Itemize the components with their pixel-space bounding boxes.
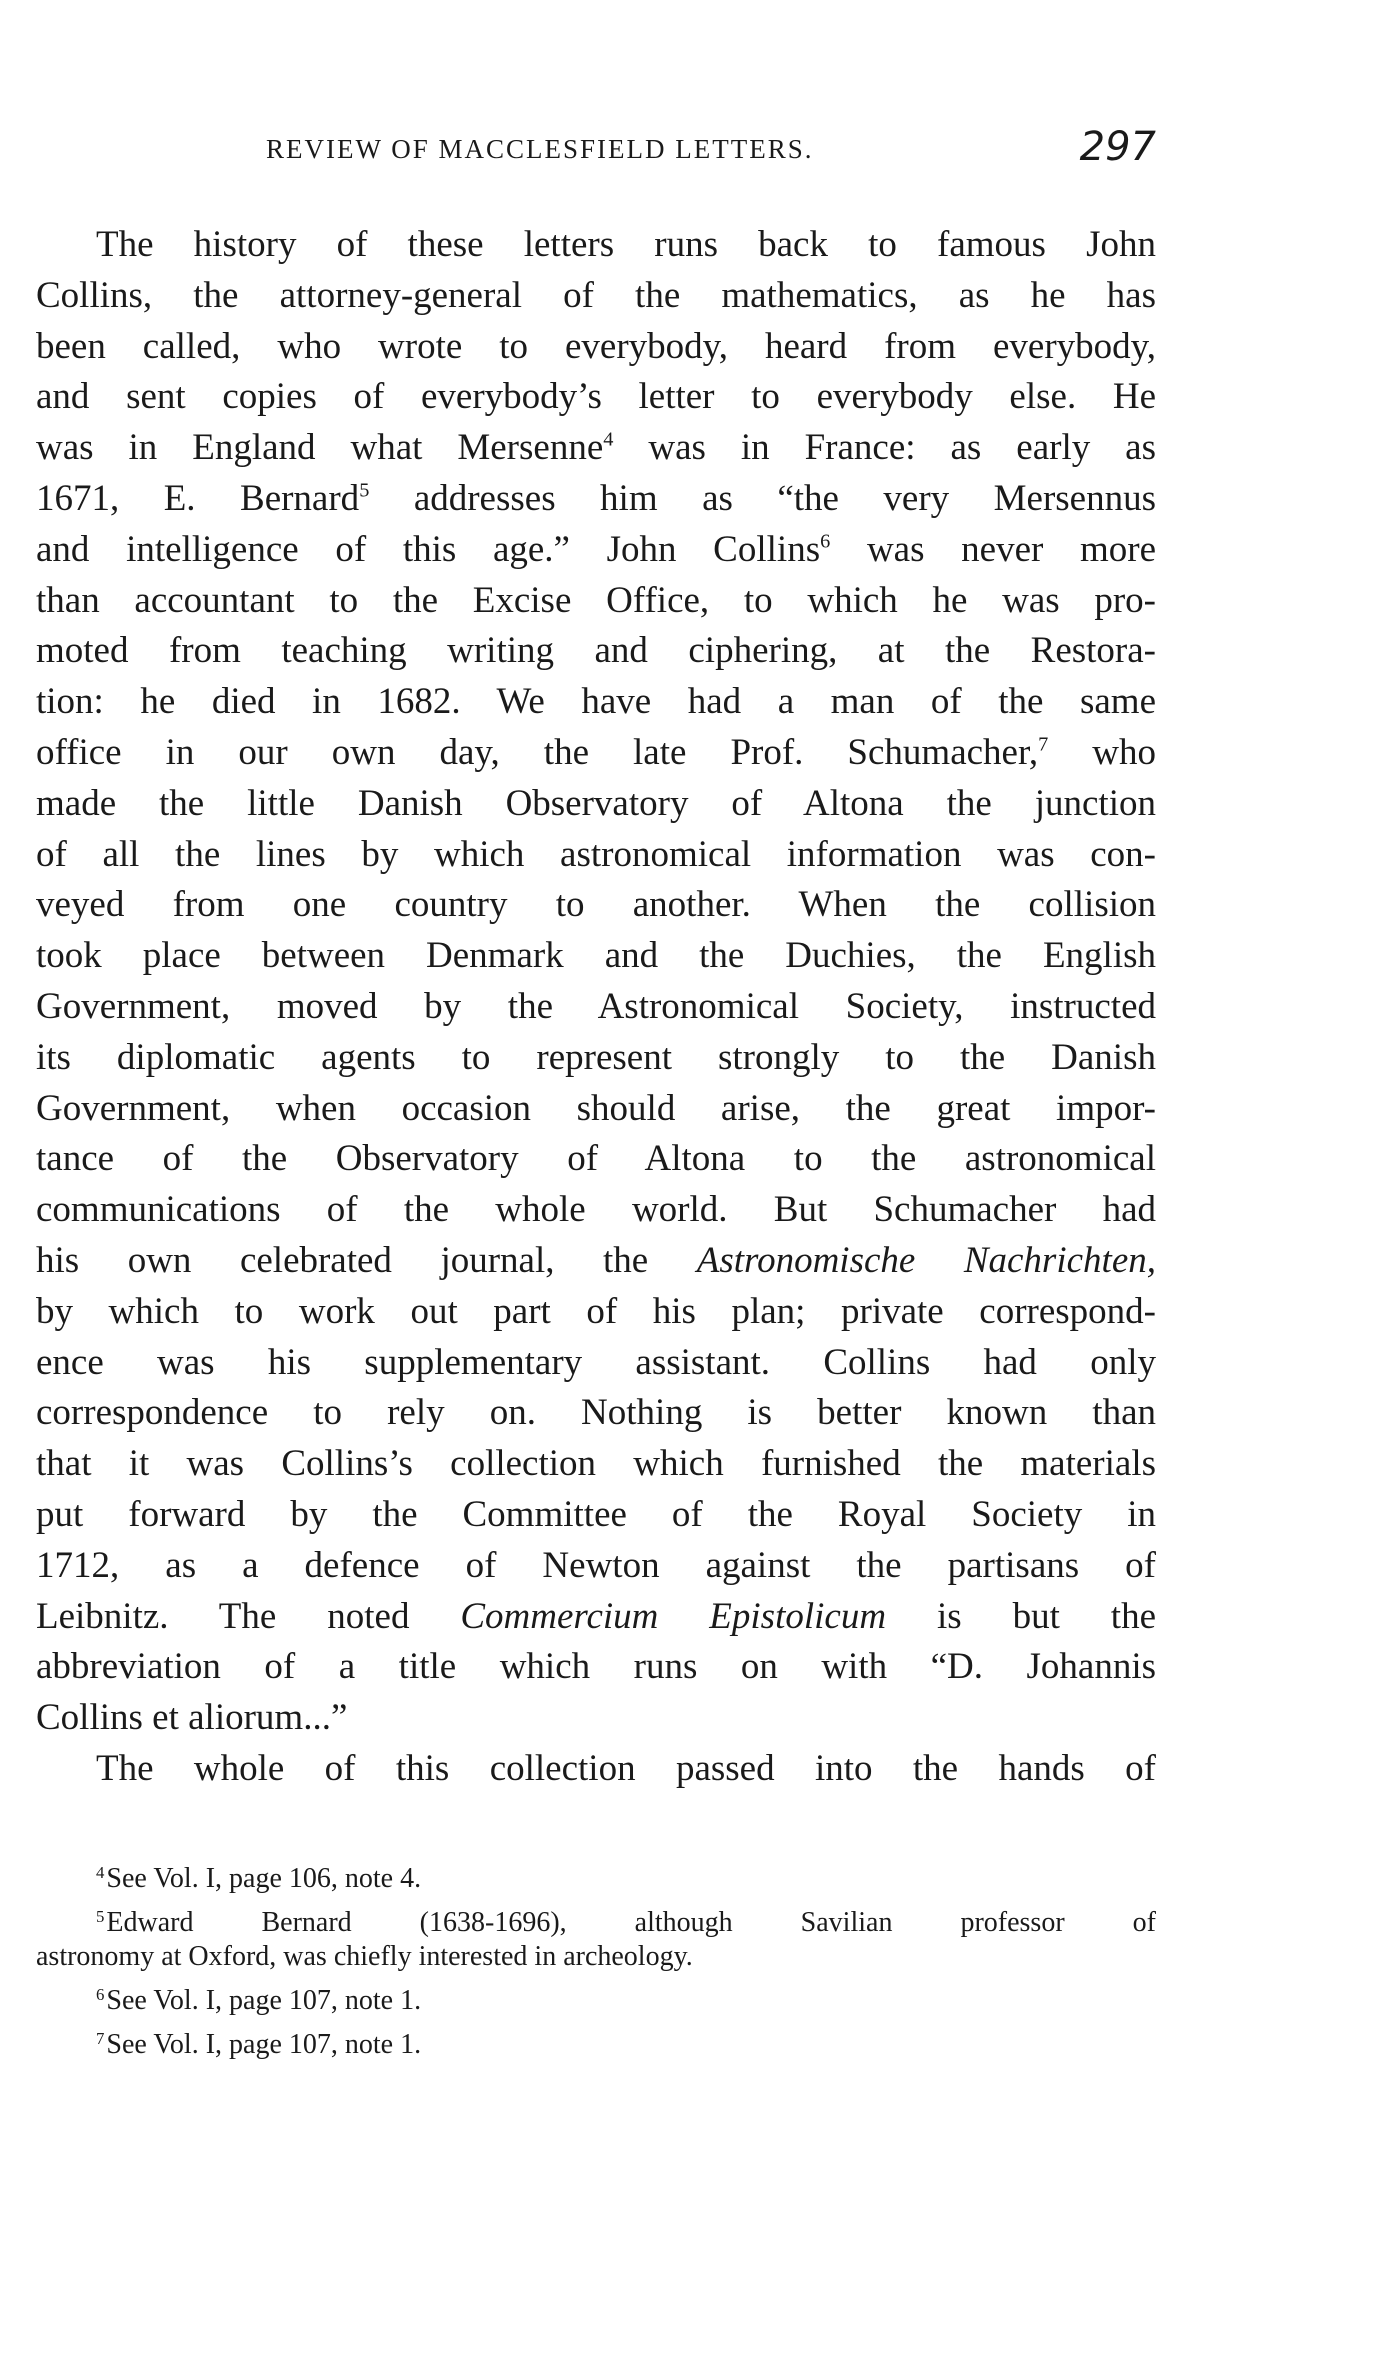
line-text: The whole of this collection passed into the hands of (96, 1747, 1156, 1789)
footnote-continuation: astronomy at Oxford, was chiefly interested in archeology. (36, 1941, 693, 1972)
line-text: of all the lines by which astronomical information was con- (36, 833, 1156, 875)
line-text: Collins et aliorum...” (36, 1697, 348, 1739)
text-line (36, 677, 1156, 728)
text-line (36, 1541, 1156, 1592)
footnote-text: Edward Bernard (1638-1696), although Savilian professor of (106, 1907, 1156, 1938)
text-line (36, 220, 1156, 271)
page-header (36, 124, 1156, 174)
footnote-reference: 5 (359, 479, 370, 502)
line-text: tance of the Observatory of Altona to the astronomical (36, 1138, 1156, 1180)
footnotes (36, 1862, 1156, 2062)
line-text: office in our own day, the late Prof. Schumacher, (36, 731, 1039, 773)
footnote-reference: 6 (820, 530, 831, 553)
footnote-mark: 6 (96, 1984, 105, 2004)
text-line (36, 982, 1156, 1033)
line-text: Collins, the attorney-general of the mathematics, as he has (36, 274, 1156, 316)
italic-title: Astronomische Nachrichten, (696, 1239, 1156, 1281)
text-line (36, 779, 1156, 830)
line-text: The history of these letters runs back to famous John (96, 224, 1156, 265)
line-text: Government, moved by the Astronomical Society, instructed (36, 985, 1156, 1027)
line-text: put forward by the Committee of the Royal Society in (36, 1493, 1156, 1535)
line-text: been called, who wrote to everybody, heard from everybody, (36, 325, 1156, 367)
footnote-mark: 5 (96, 1906, 105, 1926)
text-line (36, 423, 1156, 474)
text-line (36, 1134, 1156, 1185)
line-text: abbreviation of a title which runs on with “D. Johannis (36, 1646, 1156, 1688)
text-line (36, 728, 1156, 779)
footnote (36, 2028, 1156, 2062)
line-text: who (1048, 731, 1156, 773)
text-line (36, 525, 1156, 576)
text-line (36, 1287, 1156, 1338)
footnote-reference: 7 (1038, 733, 1049, 756)
line-text: and sent copies of everybody’s letter to everybody else. He (36, 376, 1156, 418)
text-line (36, 1439, 1156, 1490)
text-line (36, 1338, 1156, 1389)
line-text: and intelligence of this age.” John Collins (36, 528, 821, 570)
line-text: his own celebrated journal, the (36, 1239, 697, 1281)
text-line (36, 1642, 1156, 1693)
line-text: than accountant to the Excise Office, to which he was pro- (36, 579, 1156, 621)
line-text: its diplomatic agents to represent strongly to the Danish (36, 1036, 1156, 1078)
text-line (36, 1236, 1156, 1287)
running-head: REVIEW OF MACCLESFIELD LETTERS. (266, 134, 814, 164)
text-line (36, 626, 1156, 677)
italic-title: Commercium Epistolicum (460, 1595, 887, 1637)
line-text: Leibnitz. The noted (36, 1595, 461, 1637)
footnote-mark: 7 (96, 2028, 105, 2048)
footnote (36, 1906, 1156, 1940)
footnote-reference: 4 (603, 428, 614, 451)
text-line (36, 271, 1156, 322)
line-text: veyed from one country to another. When the collision (36, 884, 1156, 926)
text-line (36, 1033, 1156, 1084)
footnote-text: See Vol. I, page 107, note 1. (106, 1985, 422, 2016)
footnote (36, 1984, 1156, 2018)
line-text: addresses him as “the very Mersennus (369, 477, 1156, 519)
line-text: is but the (886, 1595, 1156, 1637)
text-line (36, 880, 1156, 931)
footnote-mark: 4 (96, 1862, 105, 1882)
line-text: moted from teaching writing and ciphering, at the Restora- (36, 630, 1156, 672)
text-line (36, 830, 1156, 881)
line-text: by which to work out part of his plan; private correspond- (36, 1290, 1156, 1332)
text-line (36, 1185, 1156, 1236)
text-line (36, 1084, 1156, 1135)
line-text: ence was his supplementary assistant. Collins had only (36, 1341, 1156, 1383)
line-text: made the little Danish Observatory of Altona the junction (36, 782, 1156, 824)
text-line (36, 1388, 1156, 1439)
footnote-text: See Vol. I, page 106, note 4. (106, 1863, 422, 1894)
line-text: that it was Collins’s collection which furnished the materials (36, 1443, 1156, 1485)
text-line (36, 1592, 1156, 1643)
line-text: Government, when occasion should arise, the great impor- (36, 1087, 1156, 1129)
text-line (36, 1693, 1156, 1744)
line-text: correspondence to rely on. Nothing is better known than (36, 1392, 1156, 1434)
text-line (36, 931, 1156, 982)
text-line (36, 1490, 1156, 1541)
line-text: 1712, as a defence of Newton against the partisans of (36, 1544, 1156, 1586)
footnote (36, 1862, 1156, 1896)
text-line (36, 372, 1156, 423)
text-line (36, 576, 1156, 627)
line-text: tion: he died in 1682. We have had a man of the same (36, 681, 1156, 723)
text-line (36, 1744, 1156, 1795)
page-number: 297 (1079, 124, 1156, 170)
footnote-text: See Vol. I, page 107, note 1. (106, 2029, 422, 2060)
line-text: communications of the whole world. But Schumacher had (36, 1189, 1156, 1231)
line-text: took place between Denmark and the Duchies, the English (36, 935, 1156, 977)
line-text: was in France: as early as (613, 427, 1156, 469)
line-text: was in England what Mersenne (36, 427, 604, 469)
text-line (36, 474, 1156, 525)
text-line (36, 322, 1156, 373)
body-text (36, 220, 1156, 1795)
line-text: was never more (830, 528, 1157, 570)
line-text: 1671, E. Bernard (36, 477, 360, 519)
